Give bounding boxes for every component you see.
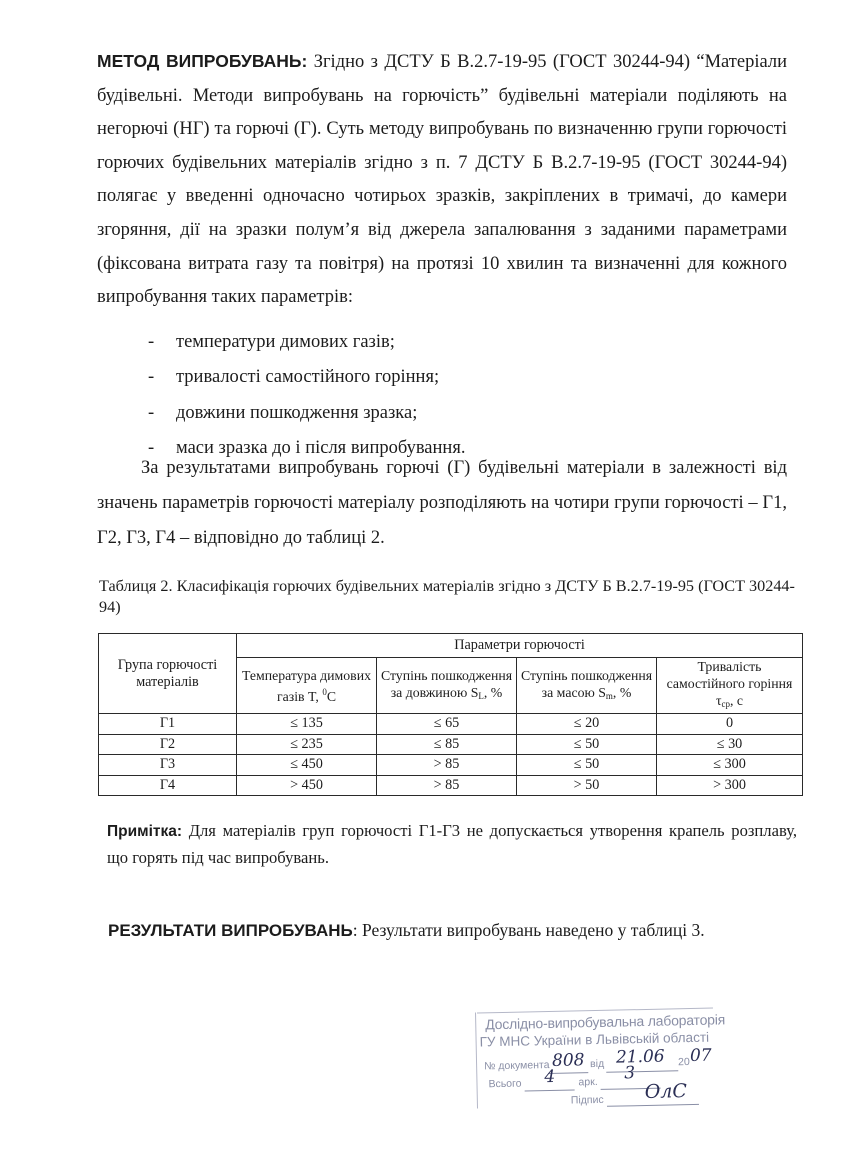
stamp-signature: ОлС (644, 1080, 688, 1104)
bullet-marker: - (148, 332, 155, 352)
method-paragraph (97, 45, 787, 315)
stamp-sheet: 3 (624, 1063, 636, 1084)
stamp-doc-label: № документа (484, 1058, 550, 1073)
laboratory-stamp (477, 1008, 726, 1111)
list-item: - маси зразка до і після випробування. (148, 431, 465, 466)
note-label: Примітка: (107, 823, 183, 840)
results-paragraph (108, 917, 808, 944)
table-row: Г4 > 450 > 85 > 50 > 300 (99, 775, 803, 796)
table-caption: Таблиця 2. Класифікація горючих будівельних матеріалів згідно з ДСТУ Б В.2.7-19-95 (ГОСТ 30244-94) (99, 577, 795, 616)
results-heading: РЕЗУЛЬТАТИ ВИПРОБУВАНЬ (108, 921, 353, 940)
bullet-marker: - (148, 437, 155, 458)
stamp-border (475, 1013, 478, 1109)
group-header: Група горючості матеріалів (99, 634, 237, 714)
params-header: Параметри горючості (237, 634, 803, 658)
table-row: Г1 ≤ 135 ≤ 65 ≤ 20 0 (99, 714, 803, 735)
stamp-total-label: Всього (488, 1077, 522, 1091)
stamp-year-prefix: 20 (677, 1056, 690, 1069)
note-text: Для матеріалів груп горючості Г1-Г3 не допускається утворення крапель розплаву, що горять під час випробувань. (107, 821, 797, 867)
col-temperature: Температура димових газів T, $^0$C (237, 658, 377, 714)
col-burning-time: Тривалість самостійного горіння $\tau_{ср}$, с (657, 658, 803, 714)
table-note (107, 818, 797, 871)
table-row: Г2 ≤ 235 ≤ 85 ≤ 50 ≤ 30 (99, 734, 803, 755)
list-item: - температури димових газів; (148, 325, 465, 360)
list-item: - тривалості самостійного горіння; (148, 360, 465, 395)
results-text: : Результати випробувань наведено у таблиці 3. (352, 920, 705, 940)
stamp-department: ГУ МНС України в Львівській області (479, 1029, 710, 1050)
stamp-date-label: від (589, 1057, 605, 1071)
col-length-damage: Ступінь пошкодження за довжиною $S_L$, % (377, 658, 517, 714)
table-row: Г3 ≤ 450 > 85 ≤ 50 ≤ 300 (99, 755, 803, 776)
col-mass-damage: Ступінь пошкодження за масою $S_m$, % (517, 658, 657, 714)
method-heading: МЕТОД ВИПРОБУВАНЬ: (97, 51, 308, 71)
bullet-marker: - (148, 367, 155, 388)
stamp-lab-name: Дослідно-випробувальна лабораторія (485, 1011, 726, 1033)
stamp-year: 07 (689, 1045, 712, 1067)
list-item: - довжини пошкодження зразка; (148, 396, 465, 431)
method-text: Згідно з ДСТУ Б В.2.7-19-95 (ГОСТ 30244-94) “Матеріали будівельні. Методи випробувань на горючість” будівельні матеріали поділяють на негорючі (НГ) та горючі (Г). Суть методу випробувань по визначенню групи горючості горючих будівельних матеріалів згідно з п. 7 ДСТУ Б В.2.7-19-95 (ГОСТ 30244-94) полягає у введенні одночасно чотирьох зразків, закріплених в тримачі, до камери згоряння, дії на зразки полум’я від джерела запалювання з заданими параметрами (фіксована витрата газу та повітря) на протязі 10 хвилин та визначенні для кожного випробування таких параметрів: (97, 52, 787, 308)
classification-paragraph: За результатами випробувань горючі (Г) будівельні матеріали в залежності від значень параметрів горючості матеріалу розподіляють на чотири групи горючості – Г1, Г2, Г3, Г4 – відповідно до таблиці 2. (97, 458, 787, 548)
stamp-total: 4 (544, 1066, 556, 1088)
parameter-list (148, 325, 465, 466)
bullet-marker: - (148, 402, 155, 423)
stamp-sign-label: Підпис (570, 1093, 604, 1107)
stamp-date: 21.06 (615, 1046, 665, 1068)
stamp-doc-number: 808 (551, 1050, 585, 1071)
flammability-table (98, 633, 803, 796)
stamp-sheet-label: арк. (578, 1075, 598, 1089)
